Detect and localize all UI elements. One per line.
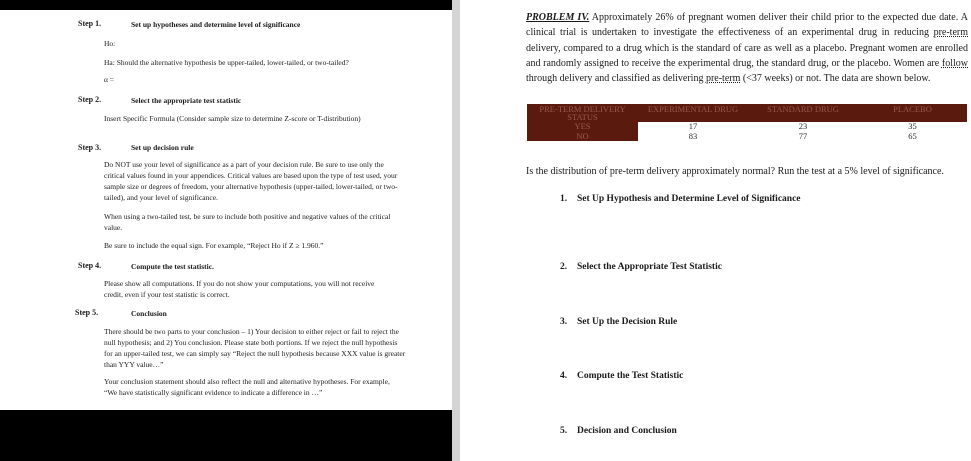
table-cell: 17 [688, 121, 698, 131]
step3-title: Set up decision rule [131, 143, 194, 152]
table-cell: 65 [908, 130, 917, 141]
table-cell: NO [527, 132, 638, 142]
step3-paragraph-3: Be sure to include the equal sign. For example, “Reject Ho if Z ≥ 1.960.” [104, 241, 324, 250]
problem-label: PROBLEM IV. [526, 12, 590, 23]
table-cell: 35 [908, 121, 917, 131]
table-row [527, 122, 967, 132]
step4-paragraph: Please show all computations. If you do not show your computations, you will not receive credit, even if your test statistic is correct. [104, 279, 375, 299]
step3-paragraph-1: Do NOT use your level of significance as a part of your decision rule. Be sure to use only the critical values found in your appendices. Critical values are based upon the type of test used, your sample size or degrees of freedom, your alternative hypothesis (upper-tailed, lower-tailed, or two-tailed), and your level of significance. [104, 160, 398, 202]
step4-number: Step 4. [78, 261, 102, 270]
problem-term-underlined-2: pre-term [705, 73, 741, 85]
step5-paragraph-2: Your conclusion statement should also reflect the null and alternative hypotheses. For example, “We have statistically significant evidence to indicate a difference in …” [104, 377, 390, 397]
page-divider [452, 0, 460, 461]
problem-page [460, 0, 971, 461]
problem-statement: PROBLEM IV. Approximately 26% of pregnant women deliver their child prior to the expected due date. A clinical trial is undertaken to investigate the effectiveness of an experimental drug in reducing pre-term delivery, compared to a drug which is the standard of care as well as a placebo. Pregnant women are enrolled and randomly assigned to receive the experimental drug, the standard drug, or the placebo. Women are follow through delivery and classified as delivering pre-term (<37 weeks) or not. The data are shown below. [526, 12, 968, 85]
table-row [527, 132, 967, 142]
step1-null-hypothesis: Ho: [104, 39, 116, 48]
problem-follow-underlined: follow [941, 57, 968, 69]
step3-paragraph-2: When using a two-tailed test, be sure to include both positive and negative values of the critical value. [104, 212, 391, 232]
problem-term-underlined: pre-term [933, 27, 968, 39]
step4-title: Compute the test statistic. [131, 262, 214, 271]
step2-formula-note: Insert Specific Formula (Consider sample size to determine Z-score or T-distribution) [104, 114, 361, 123]
step1-title: Set up hypotheses and determine level of significance [131, 20, 301, 29]
step5-title: Conclusion [131, 309, 167, 318]
table-cell: 77 [798, 130, 808, 141]
step1-number: Step 1. [78, 19, 102, 28]
table-header: PLACEBO [858, 104, 967, 122]
step1-alt-hypothesis: Ha: Should the alternative hypothesis be upper-tailed, lower-tailed, or two-tailed? [104, 58, 349, 67]
table-cell: YES [527, 122, 638, 132]
step1-alpha: α = [104, 75, 115, 84]
step2-number: Step 2. [78, 95, 102, 104]
question-text: Is the distribution of pre-term delivery approximately normal? Run the test at a 5% level of significance. [526, 166, 944, 177]
table-header: PRE-TERM DELIVERY STATUS [527, 104, 638, 122]
bottom-dark-area [0, 410, 452, 461]
table-header-row [527, 104, 967, 122]
task-item: 2. Select the Appropriate Test Statistic [560, 262, 722, 272]
step5-number: Step 5. [75, 308, 99, 317]
data-table [527, 104, 967, 141]
instructions-page [0, 10, 452, 410]
task-item: 3. Set Up the Decision Rule [560, 317, 678, 327]
task-item: 5. Decision and Conclusion [560, 426, 677, 436]
table-header: STANDARD DRUG [748, 104, 858, 122]
table-cell: 23 [798, 121, 808, 131]
top-toolbar-bar [0, 0, 452, 10]
step2-title: Select the appropriate test statistic [131, 96, 242, 105]
step5-paragraph-1: There should be two parts to your conclusion – 1) Your decision to either reject or fail to reject the null hypothesis; and 2) You conclusion. Please state both portions. If we reject the null hypothesis for an upper-tailed test, we can simply say “Reject the null hypothesis because XXX value is greater than YYY value…” [104, 327, 406, 369]
task-item: 4. Compute the Test Statistic [560, 371, 684, 381]
table-cell: 83 [688, 130, 698, 141]
task-item: 1. Set Up Hypothesis and Determine Level of Significance [560, 194, 801, 204]
step3-number: Step 3. [78, 143, 102, 152]
table-header: EXPERIMENTAL DRUG [638, 104, 748, 122]
